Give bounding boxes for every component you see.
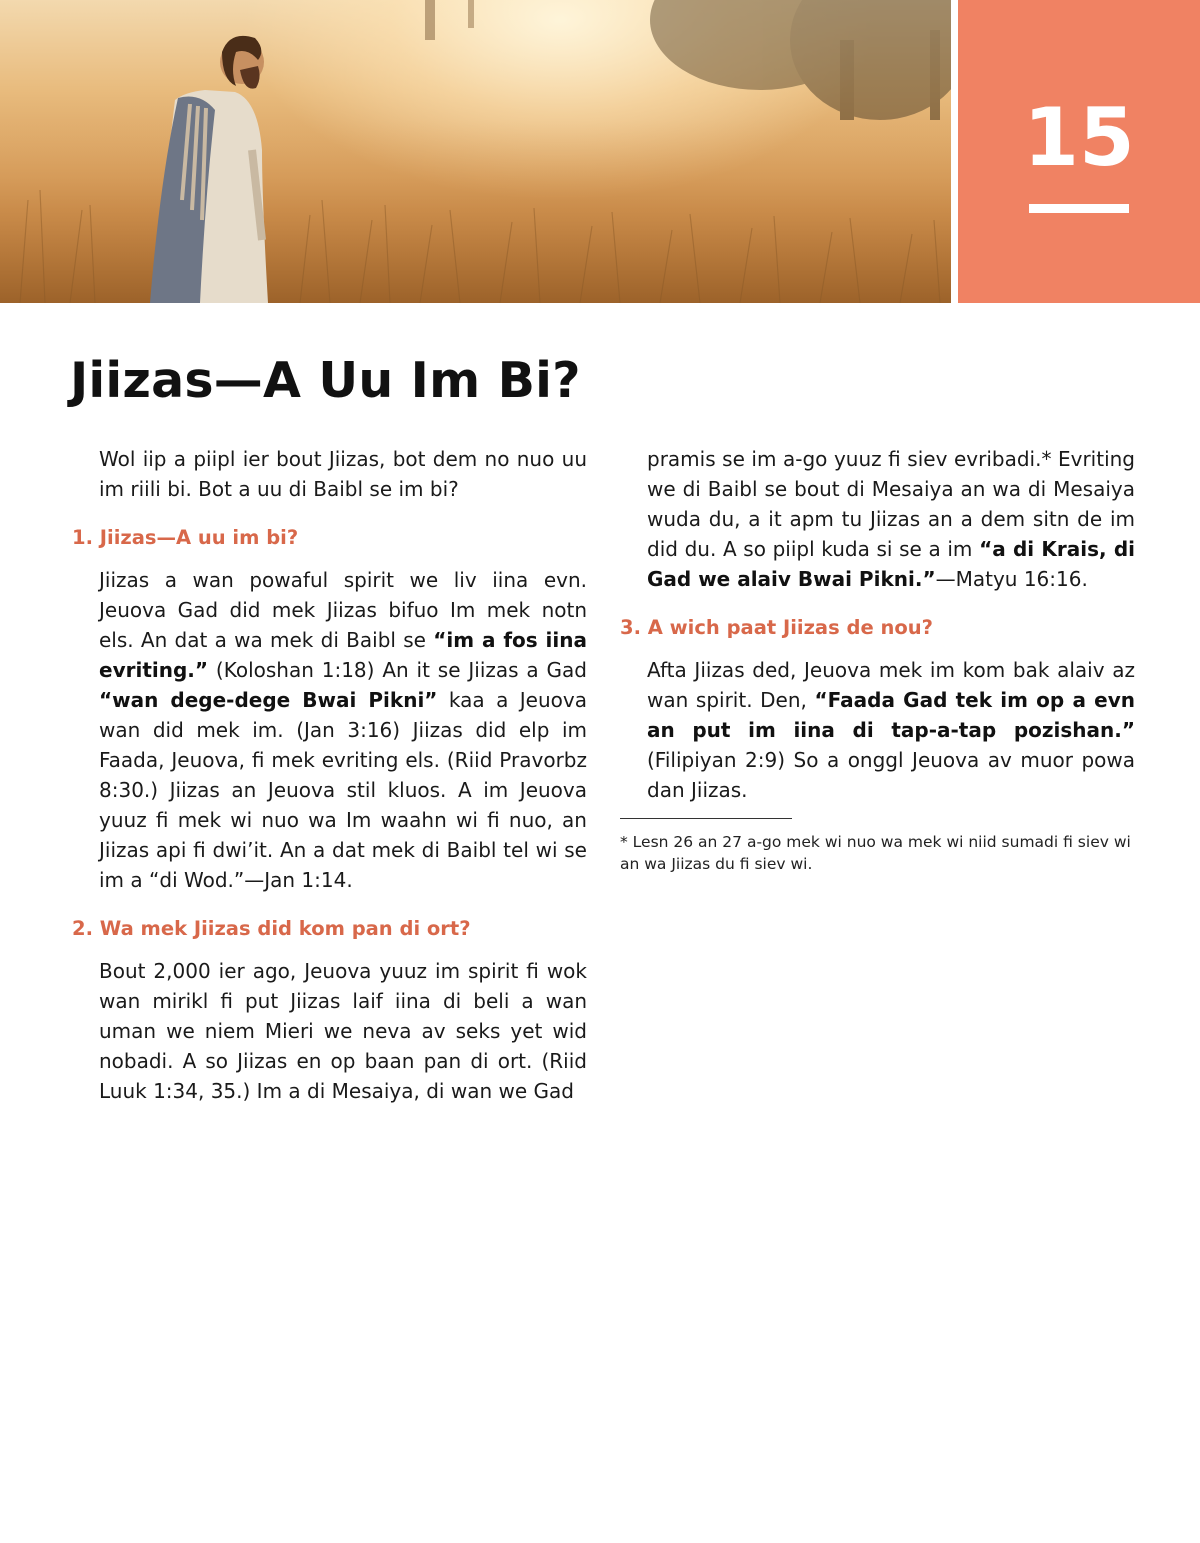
body-text: Afta Jiizas ded, Jeuova mek im kom bak alaiv az wan spirit. Den, <box>647 658 1135 712</box>
page-title: Jiizas—A Uu Im Bi? <box>70 352 581 409</box>
walking-figure <box>150 36 268 303</box>
answer-paragraph-1 <box>72 565 587 895</box>
body-text: pramis se im a-go yuuz fi siev evribadi.* Evriting we di Baibl se bout di Mesaiya an wa di Mesaiya wuda du, a it apm tu Jiizas an a dem sitn de im did du. A so piipl kuda si se a im <box>647 447 1135 561</box>
answer-paragraph-3 <box>620 655 1135 805</box>
chapter-number: 15 <box>1023 91 1135 184</box>
body-text: (Koloshan 1:18) An it se Jiizas a Gad <box>208 658 587 682</box>
left-column <box>72 444 587 1106</box>
question-heading-1: 1. Jiizas—A uu im bi? <box>72 526 299 549</box>
body-text: —Matyu 16:16. <box>935 567 1088 591</box>
chapter-underline <box>1029 204 1129 213</box>
hero-photo <box>0 0 951 303</box>
question-heading-3: 3. A wich paat Jiizas de nou? <box>620 616 933 639</box>
intro-paragraph: Wol iip a piipl ier bout Jiizas, bot dem no nuo uu im riili bi. Bot a uu di Baibl se im bi? <box>99 447 587 501</box>
chapter-badge <box>958 0 1200 303</box>
question-heading-2: 2. Wa mek Jiizas did kom pan di ort? <box>72 917 471 940</box>
answer-paragraph-2-continued <box>620 444 1135 594</box>
scripture-quote: “a di Krais, di Gad we alaiv Bwai Pikni.” <box>647 537 1135 591</box>
body-text: Bout 2,000 ier ago, Jeuova yuuz im spirit fi wok wan mirikl fi put Jiizas laif iina di beli a wan uman we niem Mieri we neva av seks yet wid nobadi. A so Jiizas en op baan pan di ort. (Riid Luuk 1:34, 35.) Im a di Mesaiya, di wan we Gad <box>99 959 587 1103</box>
right-column <box>620 444 1135 875</box>
field-scene <box>0 0 951 303</box>
footnote: * Lesn 26 an 27 a-go mek wi nuo wa mek wi niid sumadi fi siev wi an wa Jiizas du fi siev wi. <box>620 833 1131 873</box>
answer-paragraph-2 <box>72 956 587 1106</box>
footnote-divider <box>620 818 792 819</box>
scripture-quote: “im a fos iina evriting.” <box>99 628 587 682</box>
scripture-quote: “Faada Gad tek im op a evn an put im iina di tap-a-tap pozishan.” <box>647 688 1135 742</box>
body-text: Jiizas a wan powaful spirit we liv iina evn. Jeuova Gad did mek Jiizas bifuo Im mek notn els. An dat a wa mek di Baibl se <box>99 568 587 652</box>
background-trees <box>425 0 951 120</box>
body-text: kaa a Jeuova wan did mek im. (Jan 3:16) Jiizas did elp im Faada, Jeuova, fi mek evriting els. (Riid Pravorbz 8:30.) Jiizas an Jeuova stil kluos. A im Jeuova yuuz fi mek wi nuo wa Im waahn wi fi nuo, an Jiizas api fi dwi’it. An a dat mek di Baibl tel wi se im a “di Wod.”—Jan 1:14. <box>99 688 587 892</box>
scripture-quote: “wan dege-dege Bwai Pikni” <box>99 688 438 712</box>
body-text: (Filipiyan 2:9) So a onggl Jeuova av muor powa dan Jiizas. <box>647 748 1135 802</box>
